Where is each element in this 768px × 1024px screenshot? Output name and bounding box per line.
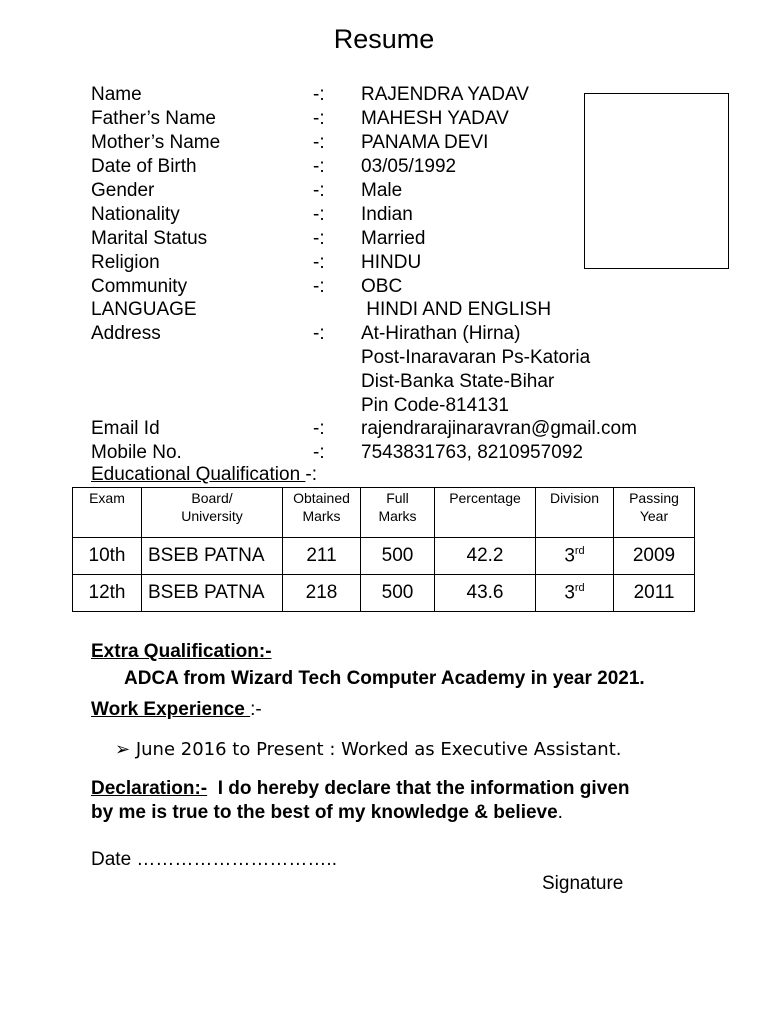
detail-value: Male: [361, 180, 403, 201]
header-exam: [73, 488, 142, 538]
email-value: rajendrarajinaravran@gmail.com: [361, 418, 637, 439]
division-number: 3: [564, 545, 575, 567]
header-board: [142, 488, 283, 538]
declaration-heading: Declaration:-: [91, 778, 208, 799]
cell-board: BSEB PATNA: [142, 538, 283, 575]
cell-year: 2009: [614, 538, 695, 575]
header-board-line2: University: [181, 508, 243, 524]
work-experience-text: June 2016 to Present : Worked as Executive Assistant.: [135, 739, 622, 760]
header-percentage-text: Percentage: [449, 490, 521, 506]
detail-separator: -:: [313, 156, 325, 177]
detail-value: OBC: [361, 276, 403, 297]
detail-separator: -:: [313, 180, 325, 201]
address-line: Dist-Banka State-Bihar: [361, 371, 555, 392]
detail-label: Name: [91, 84, 142, 105]
extra-qualification-text: ADCA from Wizard Tech Computer Academy in year 2021.: [124, 668, 645, 689]
detail-value: Indian: [361, 204, 413, 225]
address-line: At-Hirathan (Hirna): [361, 323, 521, 344]
header-obtained-line2: Marks: [302, 508, 341, 524]
work-experience-heading-suffix: :-: [250, 699, 262, 720]
page-title: Resume: [333, 24, 435, 54]
detail-label: LANGUAGE: [91, 299, 197, 320]
detail-separator: -:: [313, 204, 325, 225]
detail-value: PANAMA DEVI: [361, 132, 489, 153]
division-suffix: rd: [574, 544, 585, 557]
header-percentage: [435, 488, 536, 538]
header-obtained: [283, 488, 361, 538]
cell-percentage: 42.2: [435, 538, 536, 575]
address-label: Address: [91, 323, 161, 344]
work-experience-item: [115, 738, 622, 762]
header-passing: [614, 488, 695, 538]
detail-label: Mobile No.: [91, 442, 182, 463]
declaration-line2: [91, 801, 563, 825]
header-passing-line1: Passing: [629, 490, 679, 506]
header-full-line1: Full: [386, 490, 409, 506]
detail-separator: -:: [313, 276, 325, 297]
table-row: [73, 575, 695, 612]
detail-label: Nationality: [91, 204, 180, 225]
bullet-arrow-icon: ➢: [115, 739, 131, 760]
detail-value: HINDI AND ENGLISH: [361, 299, 552, 320]
detail-label: Community: [91, 276, 188, 297]
cell-percentage: 43.6: [435, 575, 536, 612]
detail-separator: -:: [313, 228, 325, 249]
cell-exam: 10th: [73, 538, 142, 575]
header-division-text: Division: [549, 490, 599, 506]
detail-label: Religion: [91, 252, 160, 273]
detail-separator: -:: [313, 323, 325, 344]
address-line: Post-Inaravaran Ps-Katoria: [361, 347, 591, 368]
work-experience-heading: [91, 698, 262, 722]
detail-separator: -:: [313, 418, 325, 439]
detail-value: HINDU: [361, 252, 422, 273]
cell-exam: 12th: [73, 575, 142, 612]
signature-label: Signature: [542, 873, 624, 894]
education-heading-text: Educational Qualification: [91, 464, 306, 485]
detail-separator: -:: [313, 84, 325, 105]
extra-qualification-heading: Extra Qualification:-: [91, 641, 272, 662]
detail-value: RAJENDRA YADAV: [361, 84, 529, 105]
education-heading-separator: -:: [305, 464, 318, 485]
work-experience-heading-text: Work Experience: [91, 699, 251, 720]
header-division: [536, 488, 614, 538]
header-full-line2: Marks: [378, 508, 417, 524]
detail-separator: -:: [313, 108, 325, 129]
detail-label: Father’s Name: [91, 108, 216, 129]
header-passing-line2: Year: [639, 508, 669, 524]
header-obtained-line1: Obtained: [293, 490, 350, 506]
table-row: [73, 538, 695, 575]
cell-division: [536, 538, 614, 575]
declaration-line1: [91, 777, 629, 801]
cell-full: 500: [361, 575, 435, 612]
address-line: Pin Code-814131: [361, 395, 509, 416]
detail-value: 03/05/1992: [361, 156, 457, 177]
declaration-period: .: [557, 802, 563, 823]
detail-separator: -:: [313, 442, 325, 463]
detail-separator: -:: [313, 132, 325, 153]
detail-value: Married: [361, 228, 426, 249]
cell-full: 500: [361, 538, 435, 575]
division-suffix: rd: [574, 581, 585, 594]
cell-obtained: 218: [283, 575, 361, 612]
detail-label: Marital Status: [91, 228, 208, 249]
table-header-row: [73, 488, 695, 538]
date-line: Date …………………………..: [91, 849, 337, 870]
photo-box: [584, 93, 729, 269]
mobile-value: 7543831763, 8210957092: [361, 442, 583, 463]
detail-label: Gender: [91, 180, 155, 201]
header-full: [361, 488, 435, 538]
declaration-text-1: I do hereby declare that the information given: [207, 778, 630, 799]
header-exam-text: Exam: [89, 490, 125, 506]
detail-label: Email Id: [91, 418, 160, 439]
declaration-text-2: by me is true to the best of my knowledge & believe: [91, 802, 558, 823]
detail-label: Date of Birth: [91, 156, 197, 177]
education-heading: [91, 463, 317, 487]
detail-separator: -:: [313, 252, 325, 273]
detail-value: MAHESH YADAV: [361, 108, 509, 129]
education-table: [72, 487, 695, 612]
detail-label: Mother’s Name: [91, 132, 221, 153]
cell-division: [536, 575, 614, 612]
cell-board: BSEB PATNA: [142, 575, 283, 612]
header-board-line1: Board/: [191, 490, 233, 506]
cell-year: 2011: [614, 575, 695, 612]
division-number: 3: [564, 582, 575, 604]
cell-obtained: 211: [283, 538, 361, 575]
